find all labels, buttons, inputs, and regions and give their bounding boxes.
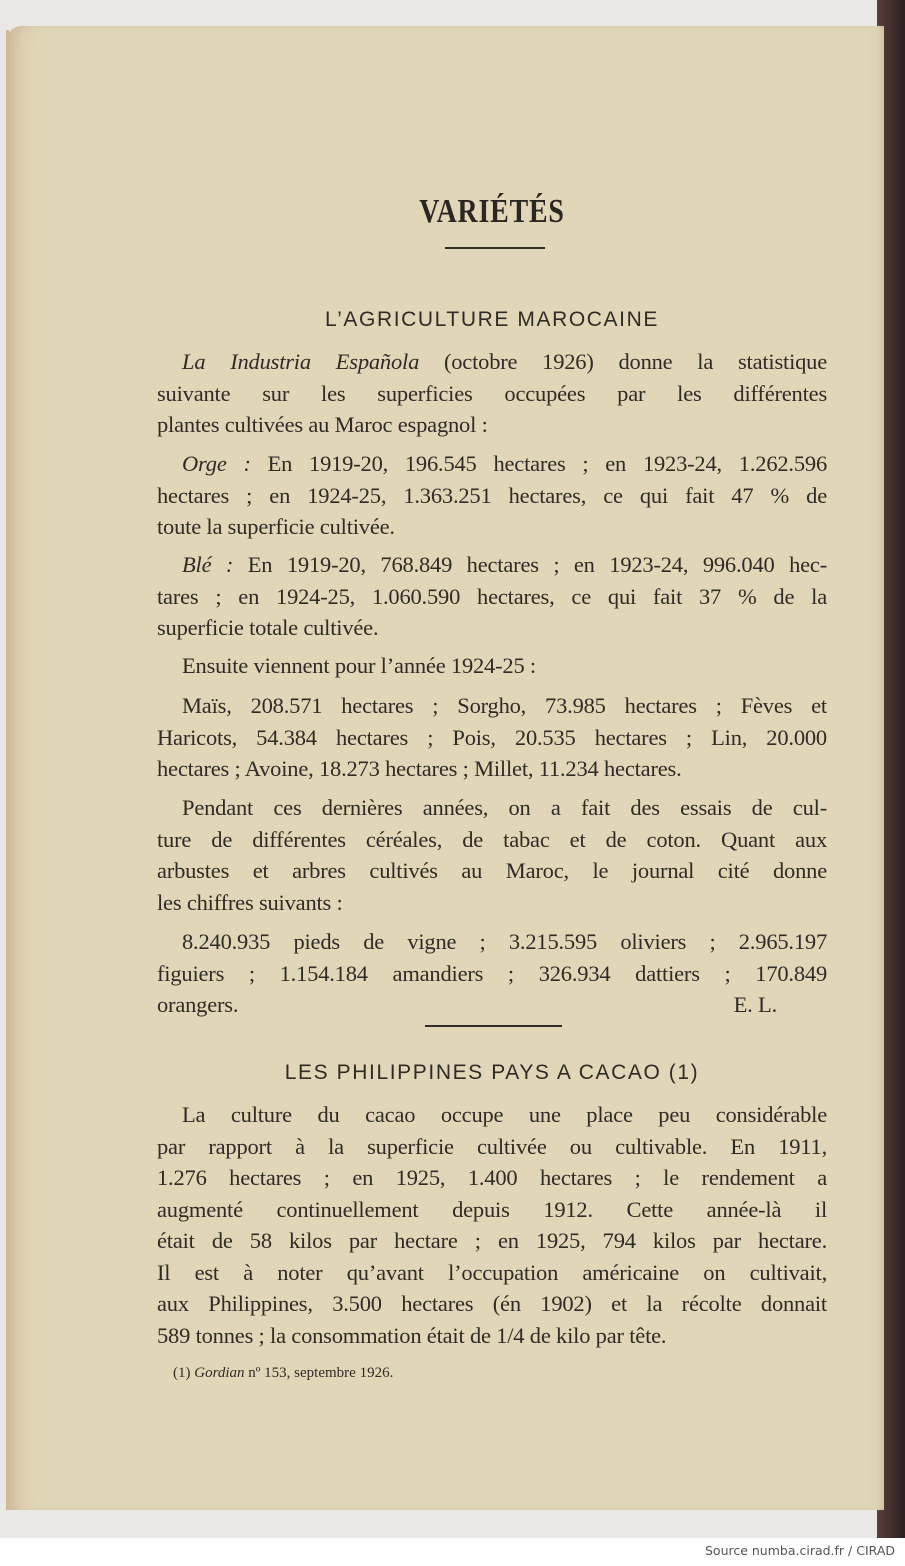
article-title-philippines-cacao: LES PHILIPPINES PAYS A CACAO (1) (284, 1061, 700, 1084)
footnote-source: Gordian (194, 1365, 245, 1381)
cacao-paragraph: La culture du cacao occupe une place peu considérable par rapport à la superficie cultivée ou cultivable. En 1911, 1.276 hectares ; en 1925, 1.400 hectares ; le rendement a augmenté continuellement depuis 1912. Cette année-là il était de 58 kilos par hectare ; en 1925, 794 kilos par hectare. Il est à noter qu’avant l’occupation américaine on cultivait, aux Philippines, 3.500 hectares (én 1902) et la récolte donnait 589 tonnes ; la consommation était de 1/4 de kilo par tête. (157, 1102, 827, 1348)
cereals-paragraph: Maïs, 208.571 hectares ; Sorgho, 73.985 hectares ; Fèves et Haricots, 54.384 hectares ; Pois, 20.535 hectares ; Lin, 20.000 hectares ; Avoine, 18.273 hectares ; Millet, 11.234 hectares. (157, 693, 827, 781)
source-name: La Industria Española (182, 349, 420, 374)
article-title-agriculture-marocaine: L’AGRICULTURE MAROCAINE (325, 308, 659, 331)
ble-paragraph: Blé : En 1919-20, 768.849 hectares ; en 1923-24, 996.040 hec- tares ; en 1924-25, 1.060.590 hectares, ce qui fait 37 % de la superficie totale cultivée. (157, 552, 827, 640)
essais-paragraph: Pendant ces dernières années, on a fait des essais de cul- ture de différentes céréales, de tabac et de coton. Quant aux arbustes et arbres cultivés au Maroc, le journal cité donne les chiffres suivants : (157, 795, 827, 915)
ble-label: Blé : (182, 552, 234, 577)
footnote: (1) Gordian nº 153, septembre 1926. (173, 1365, 394, 1381)
intro-paragraph: La Industria Española (octobre 1926) donne la statistique suivante sur les superficies occupées par les différentes plantes cultivées au Maroc espagnol : (157, 349, 828, 437)
section-divider (425, 1025, 562, 1027)
source-credit: Source numba.cirad.fr / CIRAD (704, 1543, 895, 1558)
page-gutter-edge (6, 30, 9, 1508)
trees-paragraph: 8.240.935 pieds de vigne ; 3.215.595 oliviers ; 2.965.197 figuiers ; 1.154.184 amandiers ; 326.934 dattiers ; 170.849 orangers. E. L. (157, 926, 827, 1021)
ensuite-paragraph: Ensuite viennent pour l’année 1924-25 : (182, 653, 536, 678)
page-title: VARIÉTÉS (419, 193, 565, 230)
title-divider (445, 247, 545, 249)
author-signature: E. L. (733, 992, 777, 1017)
orge-paragraph: Orge : En 1919-20, 196.545 hectares ; en 1923-24, 1.262.596 hectares ; en 1924-25, 1.363.251 hectares, ce qui fait 47 % de toute la superficie cultivée. (157, 451, 827, 539)
orge-label: Orge : (182, 451, 251, 476)
